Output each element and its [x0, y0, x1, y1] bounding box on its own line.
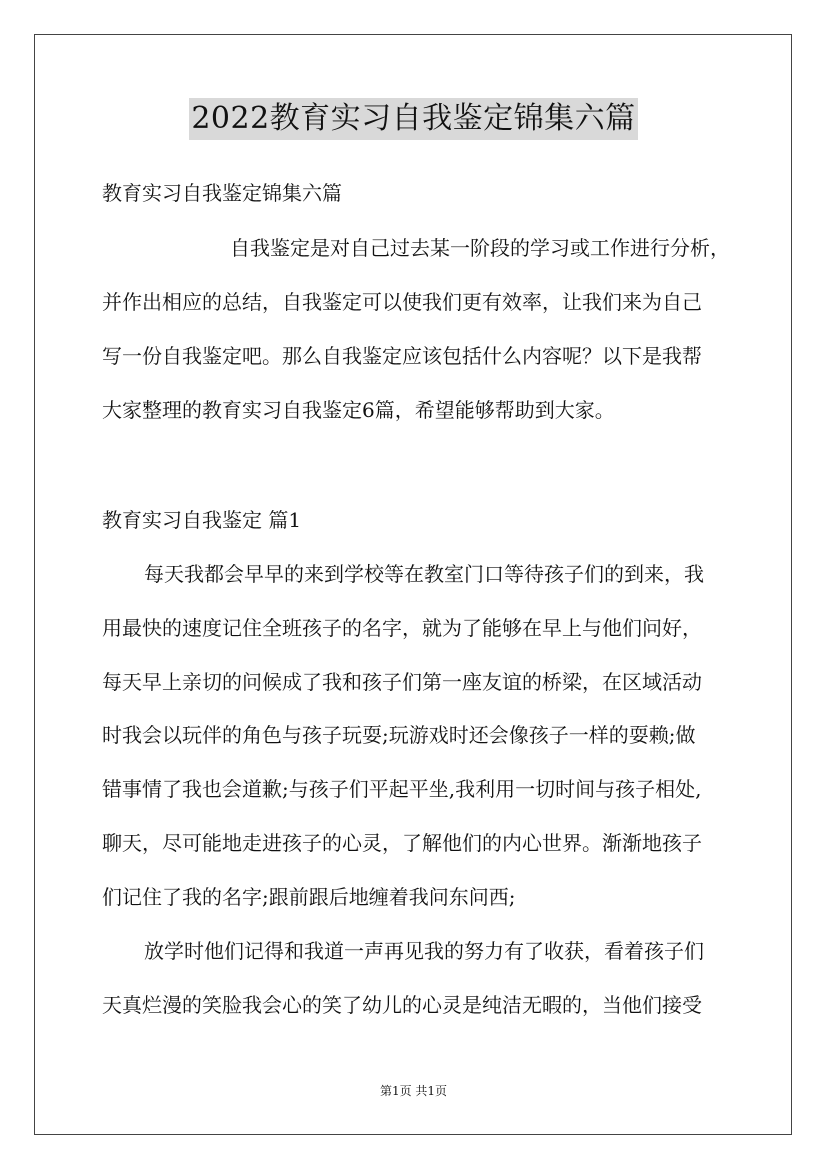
title-container	[0, 98, 827, 140]
paragraph-line: 天真烂漫的笑脸我会心的笑了幼儿的心灵是纯洁无暇的，当他们接受	[102, 993, 702, 1017]
paragraph-line: 时我会以玩伴的角色与孩子玩耍;玩游戏时还会像孩子一样的耍赖;做	[102, 723, 696, 747]
paragraph-line: 每天我都会早早的来到学校等在教室门口等待孩子们的到来，我	[144, 562, 704, 586]
paragraph-line: 用最快的速度记住全班孩子的名字，就为了能够在早上与他们问好，	[102, 616, 702, 640]
intro-line: 并作出相应的总结，自我鉴定可以使我们更有效率，让我们来为自己	[102, 290, 702, 314]
paragraph-line: 错事情了我也会道歉;与孩子们平起平坐,我利用一切时间与孩子相处,	[102, 777, 702, 801]
intro-line: 写一份自我鉴定吧。那么自我鉴定应该包括什么内容呢？以下是我帮	[102, 344, 702, 368]
paragraph-line: 每天早上亲切的问候成了我和孩子们第一座友谊的桥梁，在区域活动	[102, 670, 702, 694]
page-footer: 第1页 共1页	[379, 1084, 448, 1098]
paragraph-line: 放学时他们记得和我道一声再见我的努力有了收获，看着孩子们	[144, 939, 704, 963]
paragraph-line: 们记住了我的名字;跟前跟后地缠着我问东问西;	[102, 885, 516, 909]
intro-line: 自我鉴定是对自己过去某一阶段的学习或工作进行分析，	[230, 236, 730, 260]
document-subtitle: 教育实习自我鉴定锦集六篇	[102, 181, 342, 205]
intro-line: 大家整理的教育实习自我鉴定6篇，希望能够帮助到大家。	[102, 398, 615, 422]
document-title: 2022教育实习自我鉴定锦集六篇	[189, 98, 637, 140]
section-heading: 教育实习自我鉴定 篇1	[102, 508, 302, 532]
paragraph-line: 聊天，尽可能地走进孩子的心灵，了解他们的内心世界。渐渐地孩子	[102, 831, 702, 855]
